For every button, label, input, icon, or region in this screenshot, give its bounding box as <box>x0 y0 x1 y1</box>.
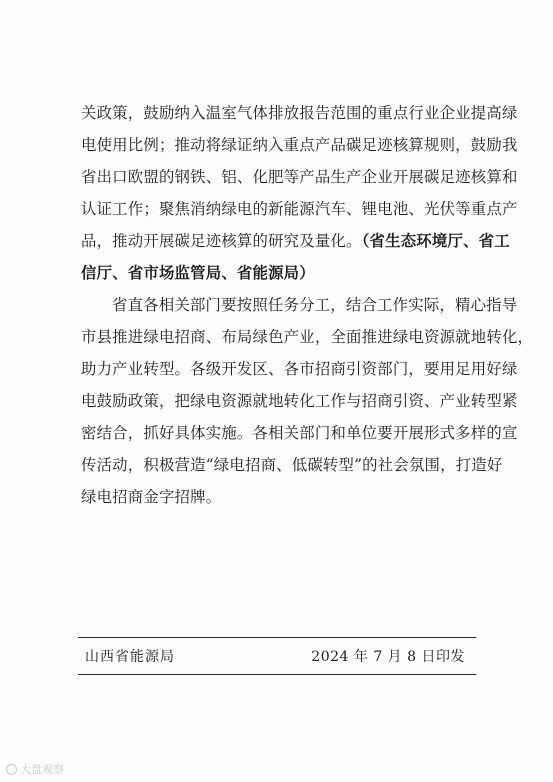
paragraph1-line-5 <box>81 231 510 251</box>
responsible-departments-part-2: 信厅、省市场监管局、省能源局） <box>81 264 315 282</box>
paragraph2-line-6: 传活动，积极营造“绿电招商、低碳转型”的社会氛围，打造好 <box>81 456 503 474</box>
paragraph1-line-2: 电使用比例；推动将绿证纳入重点产品碳足迹核算规则，鼓励我 <box>81 136 518 154</box>
paragraph2-line-3: 助力产业转型。各级开发区、各市招商引资部门，要用足用好绿 <box>81 360 518 378</box>
watermark-text: 大盘观察 <box>20 763 64 776</box>
footer-bottom-rule <box>78 674 476 675</box>
paragraph1-line-4: 认证工作；聚焦消纳绿电的新能源汽车、锂电池、光伏等重点产 <box>81 200 518 218</box>
footer-print-date: 2024 年 7 月 8 日印发 <box>311 649 465 665</box>
paragraph2-line-2: 市县推进绿电招商、布局绿色产业，全面推进绿电资源就地转化， <box>81 328 534 346</box>
paragraph2-line-1: 省直各相关部门要按照任务分工，结合工作实际，精心指导 <box>112 296 518 314</box>
paragraph2-line-5: 密结合，抓好具体实施。各相关部门和单位要开展形式多样的宣 <box>81 424 518 442</box>
paragraph1-line-3: 省出口欧盟的钢铁、铝、化肥等产品生产企业开展碳足迹核算和 <box>81 168 518 186</box>
footer-top-rule <box>78 637 476 638</box>
watermark-logo-icon <box>6 764 17 775</box>
paragraph1-line-1: 关政策，鼓励纳入温室气体排放报告范围的重点行业企业提高绿 <box>81 104 518 122</box>
paragraph2-line-4: 电鼓励政策，把绿电资源就地转化工作与招商引资、产业转型紧 <box>81 392 518 410</box>
responsible-departments-part-1: （省生态环境厅、省工 <box>361 232 510 250</box>
paragraph2-line-7: 绿电招商金字招牌。 <box>81 488 222 506</box>
footer-issuer: 山西省能源局 <box>85 649 175 665</box>
watermark <box>6 761 64 777</box>
paragraph1-line-5-text: 品，推动开展碳足迹核算的研究及量化。 <box>81 232 362 250</box>
